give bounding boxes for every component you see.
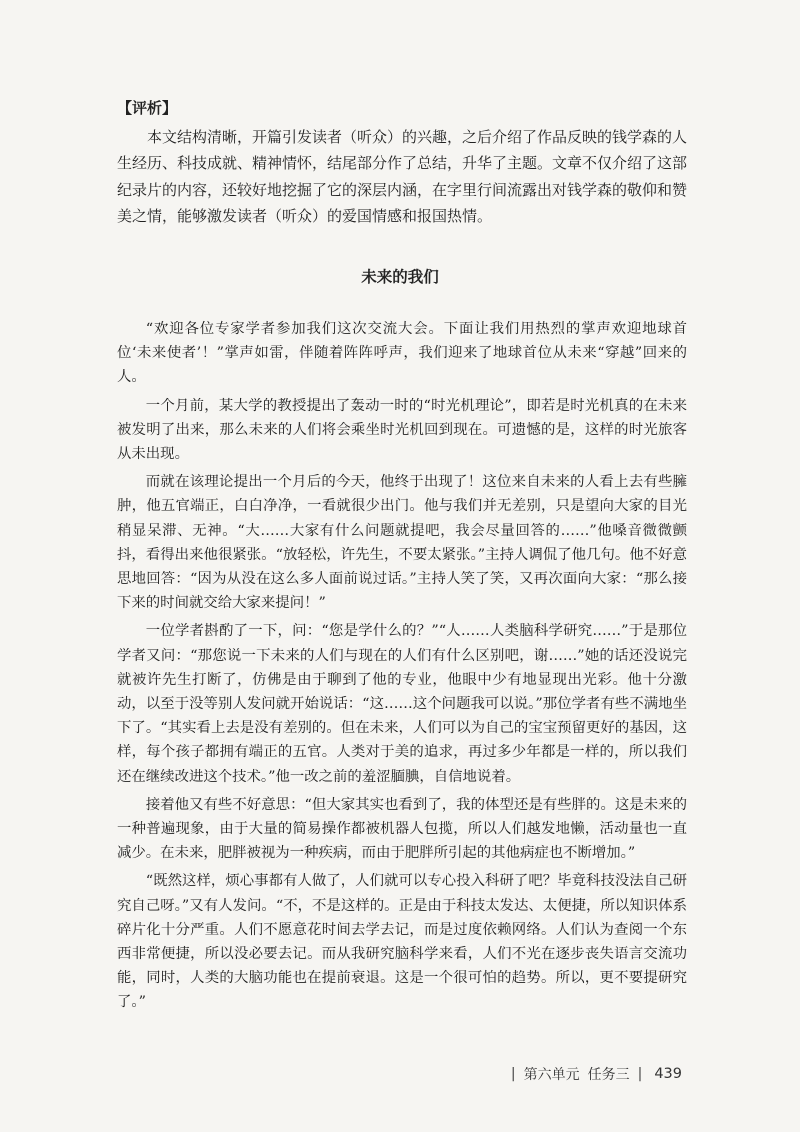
footer-unit: 第六单元 [523, 1067, 580, 1083]
footer-divider: | [510, 1066, 516, 1082]
footer-divider: | [637, 1066, 643, 1082]
essay-paragraph: “欢迎各位专家学者参加我们这次交流大会。下面让我们用热烈的掌声欢迎地球首位‘未来使者’！”掌声如雷，伴随着阵阵呼声，我们迎来了地球首位从未来“穿越”回来的人。 [117, 321, 687, 386]
essay-body [117, 317, 687, 1019]
review-body: 本文结构清晰，开篇引发读者（听众）的兴趣，之后介绍了作品反映的钱学森的人生经历、科技成就、精神情怀，结尾部分作了总结，升华了主题。文章不仅介绍了这部纪录片的内容，还较好地挖掘了它的深层内涵，在字里行间流露出对钱学森的敬仰和赞美之情，能够激发读者（听众）的爱国情感和报国热情。 [117, 127, 688, 225]
essay-paragraph: “既然这样，烦心事都有人做了，人们就可以专心投入科研了吧？毕竟科技没法自己研究自己呀。”又有人发问。“不，不是这样的。正是由于科技太发达、太便捷，所以知识体系碎片化十分严重。人们不愿意花时间去学去记，而是过度依赖网络。人们认为查阅一个东西非常便捷，所以没必要去记。而从我研究脑科学来看，人们不光在逐步丧失语言交流功能，同时，人类的大脑功能也在提前衰退。这是一个很可怕的趋势。所以，更不要提研究了。” [117, 873, 687, 1011]
review-section [117, 95, 687, 230]
essay-paragraph: 一位学者斟酌了一下，问：“您是学什么的？”“人……人类脑科学研究……”于是那位学者又问：“那您说一下未来的人们与现在的人们有什么区别吧，谢……”她的话还没说完就被许先生打断了，仿佛是由于聊到了他的专业，他眼中少有地显现出光彩。他十分激动，以至于没等别人发问就开始说话：“这……这个问题我可以说。”那位学者有些不满地坐下了。“其实看上去是没有差别的。但在未来，人们可以为自己的宝宝预留更好的基因，这样，每个孩子都拥有端正的五官。人类对于美的追求，再过多少年都是一样的，所以我们还在继续改进这个技术。”他一改之前的羞涩腼腆，自信地说着。 [117, 623, 687, 785]
footer-task: 任务三 [587, 1067, 630, 1083]
page-footer [511, 1064, 682, 1084]
essay-paragraph: 而就在该理论提出一个月后的今天，他终于出现了！这位来自未来的人看上去有些臃肿，他五官端正，白白净净，一看就很少出门。他与我们并无差别，只是望向大家的目光稍显呆滞、无神。“大……大家有什么问题就提吧，我会尽量回答的……”他嗓音微微颤抖，看得出来他很紧张。“放轻松，许先生，不要太紧张。”主持人调侃了他几句。他不好意思地回答：“因为从没在这么多人面前说过话。”主持人笑了笑，又再次面向大家：“那么接下来的时间就交给大家来提问！” [117, 474, 687, 612]
essay-paragraph: 一个月前，某大学的教授提出了轰动一时的“时光机理论”，即若是时光机真的在未来被发明了出来，那么未来的人们将会乘坐时光机回到现在。可遗憾的是，这样的时光旅客从未出现。 [117, 397, 687, 463]
page-number: 439 [654, 1066, 682, 1082]
essay-title: 未来的我们 [361, 268, 439, 286]
review-label: 【评析】 [117, 99, 178, 117]
essay-paragraph: 接着他又有些不好意思：“但大家其实也看到了，我的体型还是有些胖的。这是未来的一种普遍现象，由于大量的简易操作都被机器人包揽，所以人们越发地懒，活动量也一直减少。在未来，肥胖被视为一种疾病，而由于肥胖所引起的其他病症也不断增加。” [117, 796, 687, 862]
